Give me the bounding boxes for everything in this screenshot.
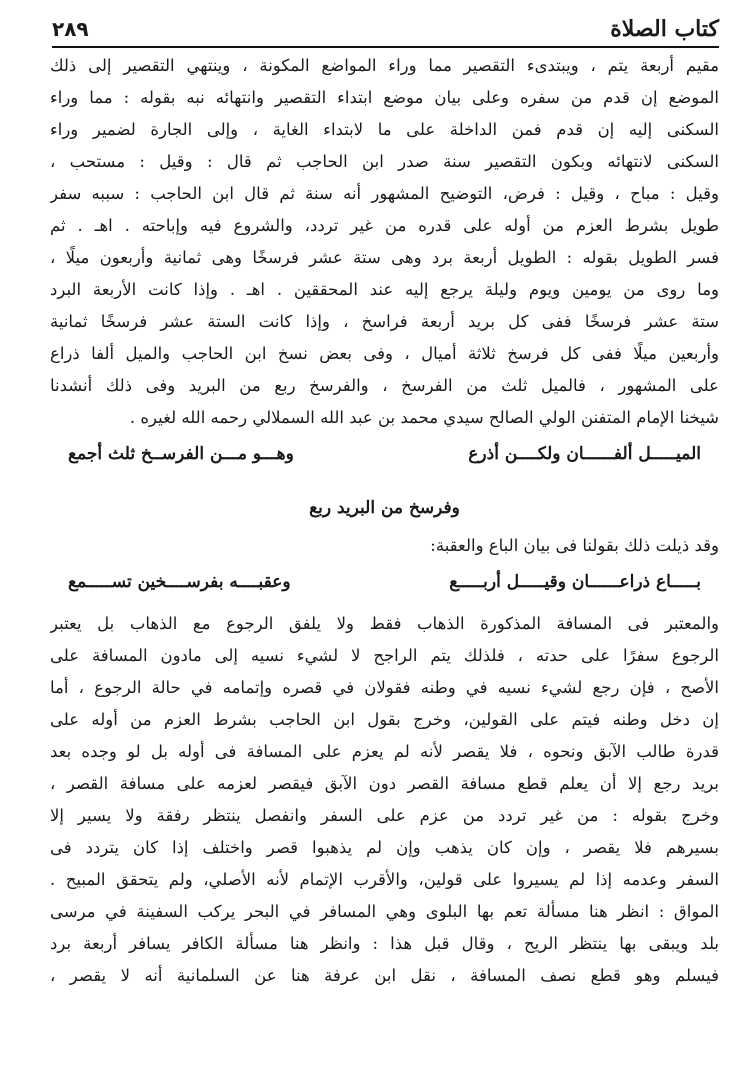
verse-2 bbox=[50, 562, 719, 602]
text-line: فسر الطويل بقوله : الطويل أربعة برد وهى ستة عشر فرسخًا وهى ثمانية وأربعون ميلًا ، bbox=[50, 248, 719, 267]
page-header bbox=[52, 10, 719, 48]
text-line: والمعتبر فى المسافة المذكورة الذهاب فقط ولا يلفق الرجوع مع الذهاب بل يعتبر bbox=[50, 614, 719, 633]
running-title: كتاب الصلاة bbox=[610, 16, 719, 42]
paragraph-3 bbox=[50, 608, 719, 992]
text-line: بلد ويبقى بها ينتظر الريح ، وقال قبل هذا : وانظر هنا مسألة الكافر يسافر أربعة برد bbox=[50, 934, 719, 953]
text-line: على المشهور ، فالميل ثلث من الفرسخ ، والفرسخ ربع من البريد وفى ذلك أنشدنا bbox=[50, 376, 719, 395]
text-line: شيخنا الإمام المتفنن الولي الصالح سيدي محمد بن عبد الله السملالي رحمه الله لغيره . bbox=[129, 408, 719, 427]
paragraph-1 bbox=[50, 50, 719, 434]
text-line: وقيل : مباح ، وقيل : فرض، التوضيح المشهور أنه سنة ثم قال ابن الحاجب : سببه سفر bbox=[50, 184, 719, 203]
verse-2-first-hemistich: بـــــاع ذراعــــــان وقيـــــل أربـــــع bbox=[449, 572, 701, 592]
text-line: بريد رجع إلا أن يعلم قطع مسافة القصر دون الآبق فيقصر لعزمه على مسافة القصر ، bbox=[50, 774, 719, 793]
text-line: وقد ذيلت ذلك بقولنا فى بيان الباع والعقبة: bbox=[430, 536, 719, 555]
text-line: إن دخل وطنه فيتم على القولين، وخرج بقول ابن الحاجب بشرط العزم من أوله على bbox=[50, 710, 719, 729]
text-line: وخرج بقوله : من غير تردد من عزم على السفر وانفصل ينتظر رفقة ولا يسير إلا bbox=[50, 806, 719, 825]
verse-1-closing-line: وفرسخ من البريد ربع bbox=[309, 498, 460, 518]
text-line: الأصح ، فإن رجع لشيء نسيه في وطنه فقولان في قصره وإتمامه في حالة الرجوع ، أما bbox=[50, 678, 719, 697]
text-line: طويل بشرط العزم من أوله على قدره من غير تردد، والشروع فيه وإباحته . اهـ . ثم bbox=[50, 216, 719, 235]
text-line: وما روى من يومين ويوم وليلة يرجع إليه عند المحققين . اهـ . وإذا كانت الأربعة البرد bbox=[50, 280, 719, 299]
text-line: السكنى لانتهائه وبكون التقصير سنة صدر ابن الحاجب ثم قال : وقيل : مستحب ، bbox=[50, 152, 719, 171]
text-line: مقيم أربعة يتم ، ويبتدىء التقصير مما وراء المواضع المكونة ، وينتهي التقصير إلى ذلك bbox=[50, 56, 719, 75]
text-line: الرجوع سفرًا على حدته ، فلذلك يتم الراجح لا لشيء نسيه إلى مادون المسافة على bbox=[50, 646, 719, 665]
text-line: الموضع إن قدم من سفره وعلى بيان موضع ابتداء التقصير وانتهائه نبه بقوله : مما وراء bbox=[50, 88, 719, 107]
text-line: ستة عشر فرسخًا ففى كل بريد أربعة فراسخ ، وإذا كانت الستة عشر فرسخًا ثمانية bbox=[50, 312, 719, 331]
text-line: بسيرهم فلا يقصر ، وإن كان يذهب وإن لم يذهبوا قصر واختلف إذا كان يتردد فى bbox=[50, 838, 719, 857]
page-number: ٢٨٩ bbox=[52, 17, 89, 41]
page-body bbox=[50, 50, 719, 1076]
text-line: السفر وعدمه إذا لم يسيروا على قولين، والأقرب الإتمام لأنه الأصلي، ولم يتحقق المبيح . bbox=[50, 870, 719, 889]
verse-1-second-hemistich: وهـــو مـــن الفرســخ ثلث أجمع bbox=[68, 444, 294, 464]
verse-2-second-hemistich: وعقبــــه بفرســــخين تســـــمع bbox=[68, 572, 291, 592]
text-line: وأربعين ميلًا ففى كل فرسخ ثلاثة أميال ، وفى بعض نسخ ابن الحاجب والميل ألفا ذراع bbox=[50, 344, 719, 363]
text-line: فيسلم وهو قطع نصف المسافة ، نقل ابن عرفة هنا عن السلمانية أنه لا يقصر ، bbox=[50, 966, 719, 985]
verse-1-first-hemistich: الميـــــل ألفــــــان ولكــــن أذرع bbox=[468, 444, 701, 464]
verse-1 bbox=[50, 434, 719, 474]
text-line: المواق : انظر هنا مسألة تعم بها البلوى وهي المسافر في البحر يركب السفينة في مرسى bbox=[50, 902, 719, 921]
text-line: قدرة طالب الآبق ونحوه ، فلا يقصر لأنه لم يعزم على المسافة فى أوله بل لو وجده بعد bbox=[50, 742, 719, 761]
text-line: السكنى إليه إن قدم فمن الداخلة على ما لابتداء الغاية ، وإلى الجارة لضمير وراء bbox=[50, 120, 719, 139]
